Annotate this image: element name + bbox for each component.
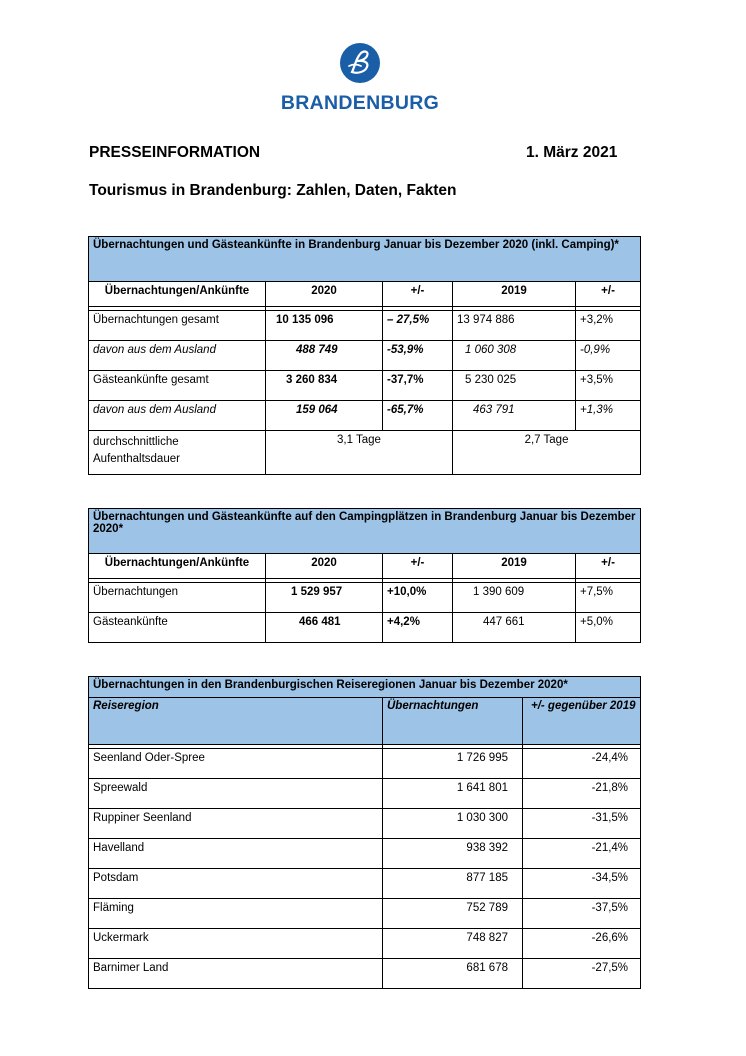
table1-header: +/- — [383, 282, 453, 307]
table-row — [89, 431, 641, 475]
table-cell: -65,7% — [383, 401, 453, 431]
table3-header: Reiseregion — [89, 698, 383, 745]
table-cell: 3 260 834 — [266, 371, 383, 401]
table-cell: +3,5% — [576, 371, 641, 401]
table-row — [89, 839, 641, 869]
table-cell: -26,6% — [523, 929, 641, 959]
table2-caption: Übernachtungen und Gästeankünfte auf den Campingplätzen in Brandenburg Januar bis Dezember 2020* — [89, 509, 641, 554]
logo-wordmark: BRANDENBURG — [280, 92, 440, 114]
table-cell: Gästeankünfte gesamt — [89, 371, 266, 401]
table-cell: -24,4% — [523, 749, 641, 779]
table-cell: Ruppiner Seenland — [89, 809, 383, 839]
table-row — [89, 341, 641, 371]
table-cell: 1 726 995 — [383, 749, 523, 779]
table2-header: Übernachtungen/Ankünfte — [89, 554, 266, 579]
table-cell: 159 064 — [266, 401, 383, 431]
table2-header: +/- — [576, 554, 641, 579]
table-row — [89, 869, 641, 899]
table2-header: 2019 — [453, 554, 576, 579]
table-cell: Uckermark — [89, 929, 383, 959]
table-cell: +3,2% — [576, 311, 641, 341]
table-cell: Gästeankünfte — [89, 613, 266, 643]
table-cell: -21,4% — [523, 839, 641, 869]
table-cell: -27,5% — [523, 959, 641, 989]
table3-caption: Übernachtungen in den Brandenburgischen Reiseregionen Januar bis Dezember 2020* — [89, 677, 641, 698]
table-cell: 5 230 025 — [453, 371, 576, 401]
table-cell: Übernachtungen gesamt — [89, 311, 266, 341]
table-row — [89, 809, 641, 839]
table-cell: durchschnittliche Aufenthaltsdauer — [89, 431, 266, 475]
table-cell: davon aus dem Ausland — [89, 401, 266, 431]
camping-table — [88, 508, 641, 643]
table-cell: 13 974 886 — [453, 311, 576, 341]
table-cell: +5,0% — [576, 613, 641, 643]
table-cell: 1 529 957 — [266, 583, 383, 613]
table-row — [89, 311, 641, 341]
table-row — [89, 401, 641, 431]
table-row — [89, 371, 641, 401]
table-cell: Barnimer Land — [89, 959, 383, 989]
table-cell: 1 390 609 — [453, 583, 576, 613]
table-cell: -31,5% — [523, 809, 641, 839]
table-cell: 463 791 — [453, 401, 576, 431]
table-cell: -53,9% — [383, 341, 453, 371]
table-cell: -37,7% — [383, 371, 453, 401]
page-title: Tourismus in Brandenburg: Zahlen, Daten, Fakten — [89, 182, 457, 199]
regions-table — [88, 676, 641, 989]
table-cell: 2,7 Tage — [453, 431, 641, 475]
table1-header: Übernachtungen/Ankünfte — [89, 282, 266, 307]
table-cell: +4,2% — [383, 613, 453, 643]
table-cell: 1 030 300 — [383, 809, 523, 839]
table-row — [89, 959, 641, 989]
table-row — [89, 613, 641, 643]
table-row — [89, 583, 641, 613]
table-cell: +1,3% — [576, 401, 641, 431]
table-cell: davon aus dem Ausland — [89, 341, 266, 371]
table-cell: 488 749 — [266, 341, 383, 371]
table-cell: +10,0% — [383, 583, 453, 613]
table-cell: +7,5% — [576, 583, 641, 613]
table-cell: 1 060 308 — [453, 341, 576, 371]
table2-header: 2020 — [266, 554, 383, 579]
table-cell: Spreewald — [89, 779, 383, 809]
table-cell: Fläming — [89, 899, 383, 929]
table-cell: 681 678 — [383, 959, 523, 989]
table1-header: 2019 — [453, 282, 576, 307]
table-cell: -34,5% — [523, 869, 641, 899]
brandenburg-emblem-icon — [339, 42, 381, 84]
table-cell: 1 641 801 — [383, 779, 523, 809]
table-cell: -37,5% — [523, 899, 641, 929]
table-cell: Seenland Oder-Spree — [89, 749, 383, 779]
table-cell: 748 827 — [383, 929, 523, 959]
table-cell: Havelland — [89, 839, 383, 869]
table-cell: 938 392 — [383, 839, 523, 869]
table-cell: 466 481 — [266, 613, 383, 643]
table-row — [89, 749, 641, 779]
date-label: 1. März 2021 — [526, 144, 618, 161]
table3-header: Übernachtungen — [383, 698, 523, 745]
overnight-stays-table — [88, 236, 641, 475]
table-cell: -0,9% — [576, 341, 641, 371]
table-cell: 877 185 — [383, 869, 523, 899]
table-cell: 3,1 Tage — [266, 431, 453, 475]
table1-caption: Übernachtungen und Gästeankünfte in Brandenburg Januar bis Dezember 2020 (inkl. Camping)* — [89, 237, 641, 282]
table-cell: -21,8% — [523, 779, 641, 809]
table-cell: – 27,5% — [383, 311, 453, 341]
table-row — [89, 779, 641, 809]
table-cell: 752 789 — [383, 899, 523, 929]
table2-header: +/- — [383, 554, 453, 579]
table3-header: +/- gegenüber 2019 — [523, 698, 641, 745]
table-cell: Übernachtungen — [89, 583, 266, 613]
table1-header: 2020 — [266, 282, 383, 307]
table-cell: 10 135 096 — [266, 311, 383, 341]
press-info-label: PRESSEINFORMATION — [89, 144, 261, 161]
table-row — [89, 899, 641, 929]
table-row — [89, 929, 641, 959]
brandenburg-logo — [275, 42, 445, 114]
table-cell: 447 661 — [453, 613, 576, 643]
table1-header: +/- — [576, 282, 641, 307]
table-cell: Potsdam — [89, 869, 383, 899]
